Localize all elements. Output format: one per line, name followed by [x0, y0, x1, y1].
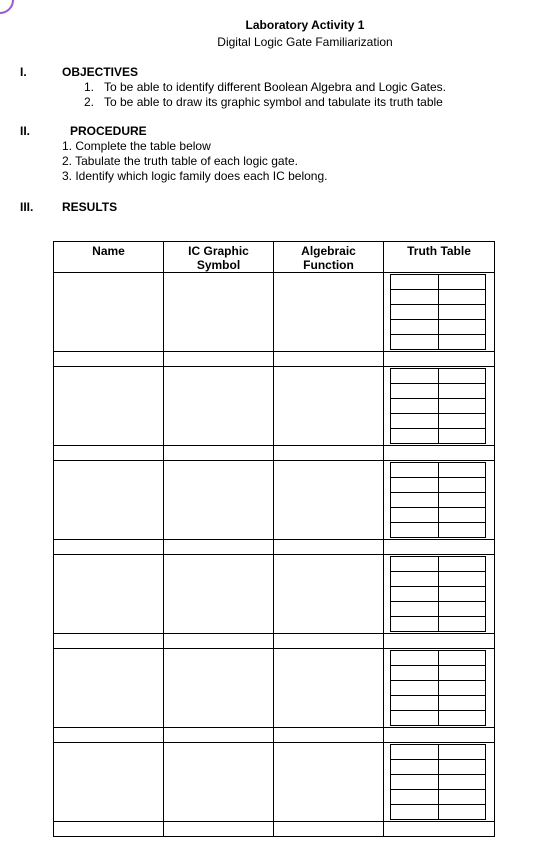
table-row	[54, 555, 495, 634]
function-cell[interactable]	[274, 555, 384, 634]
truth-table-entry[interactable]	[391, 320, 439, 335]
truth-table-entry[interactable]	[438, 696, 486, 711]
procedure-item: 3. Identify which logic family does each IC belong.	[62, 169, 328, 183]
table-body	[54, 273, 495, 837]
truth-table-grid	[390, 650, 486, 726]
truth-table-row	[391, 399, 486, 414]
truth-table-entry[interactable]	[438, 711, 486, 726]
truth-table-entry[interactable]	[391, 275, 439, 290]
truth-table-cell[interactable]	[384, 743, 495, 822]
spacer-cell	[274, 446, 384, 461]
name-cell[interactable]	[54, 367, 164, 446]
truth-table-entry[interactable]	[438, 493, 486, 508]
truth-table-row	[391, 805, 486, 820]
truth-table-row	[391, 651, 486, 666]
header-row	[54, 242, 495, 273]
spacer-cell	[274, 352, 384, 367]
symbol-cell[interactable]	[164, 555, 274, 634]
truth-table-cell[interactable]	[384, 461, 495, 540]
truth-table-row	[391, 429, 486, 444]
results-number: III.	[20, 200, 34, 214]
truth-table-row	[391, 463, 486, 478]
symbol-cell[interactable]	[164, 743, 274, 822]
name-cell[interactable]	[54, 461, 164, 540]
truth-table-entry[interactable]	[391, 508, 439, 523]
truth-table-entry[interactable]	[438, 290, 486, 305]
spacer-cell	[274, 822, 384, 837]
symbol-cell[interactable]	[164, 649, 274, 728]
truth-table-row	[391, 587, 486, 602]
spacer-cell	[274, 540, 384, 555]
truth-table-entry[interactable]	[391, 305, 439, 320]
truth-table-row	[391, 335, 486, 350]
truth-table-entry[interactable]	[438, 523, 486, 538]
truth-table-row	[391, 414, 486, 429]
truth-table-entry[interactable]	[391, 414, 439, 429]
truth-table-row	[391, 745, 486, 760]
truth-table-entry[interactable]	[391, 369, 439, 384]
truth-table-entry[interactable]	[438, 587, 486, 602]
name-cell[interactable]	[54, 649, 164, 728]
symbol-cell[interactable]	[164, 273, 274, 352]
truth-table-entry[interactable]	[438, 805, 486, 820]
spacer-cell	[164, 728, 274, 743]
truth-table-entry[interactable]	[438, 745, 486, 760]
results-table	[53, 241, 495, 837]
truth-table-entry[interactable]	[438, 666, 486, 681]
truth-table-row	[391, 666, 486, 681]
truth-table-entry[interactable]	[391, 666, 439, 681]
spacer-cell	[384, 728, 495, 743]
truth-table-cell[interactable]	[384, 367, 495, 446]
truth-table-row	[391, 696, 486, 711]
objective-item	[84, 95, 443, 109]
function-cell[interactable]	[274, 461, 384, 540]
table-row	[54, 367, 495, 446]
symbol-cell[interactable]	[164, 461, 274, 540]
truth-table-entry[interactable]	[438, 681, 486, 696]
truth-table-entry[interactable]	[391, 790, 439, 805]
truth-table-row	[391, 617, 486, 632]
truth-table-grid	[390, 462, 486, 538]
truth-table-entry[interactable]	[391, 696, 439, 711]
truth-table-grid	[390, 744, 486, 820]
table-spacer-row	[54, 540, 495, 555]
truth-table-entry[interactable]	[438, 384, 486, 399]
spacer-cell	[54, 822, 164, 837]
results-heading: RESULTS	[62, 200, 118, 214]
truth-table-entry[interactable]	[391, 775, 439, 790]
spacer-cell	[384, 540, 495, 555]
truth-table-entry[interactable]	[438, 320, 486, 335]
table-spacer-row	[54, 822, 495, 837]
truth-table-row	[391, 478, 486, 493]
table-row	[54, 461, 495, 540]
truth-table-entry[interactable]	[438, 305, 486, 320]
truth-table-row	[391, 711, 486, 726]
truth-table-entry[interactable]	[438, 508, 486, 523]
truth-table-entry[interactable]	[391, 463, 439, 478]
spacer-cell	[164, 540, 274, 555]
truth-table-row	[391, 384, 486, 399]
truth-table-entry[interactable]	[391, 335, 439, 350]
name-cell[interactable]	[54, 555, 164, 634]
truth-table-row	[391, 290, 486, 305]
table-row	[54, 743, 495, 822]
truth-table-entry[interactable]	[438, 275, 486, 290]
truth-table-entry[interactable]	[438, 775, 486, 790]
truth-table-entry[interactable]	[391, 572, 439, 587]
truth-table-entry[interactable]	[391, 587, 439, 602]
objective-item	[84, 80, 446, 94]
procedure-item: 2. Tabulate the truth table of each logic gate.	[62, 154, 298, 168]
function-cell[interactable]	[274, 649, 384, 728]
truth-table-entry[interactable]	[391, 711, 439, 726]
truth-table-row	[391, 557, 486, 572]
truth-table-entry[interactable]	[391, 523, 439, 538]
spacer-cell	[384, 352, 495, 367]
truth-table-grid	[390, 556, 486, 632]
truth-table-row	[391, 275, 486, 290]
truth-table-entry[interactable]	[438, 651, 486, 666]
header-function-line2: Function	[303, 258, 354, 272]
header-truth	[384, 242, 495, 273]
name-cell[interactable]	[54, 743, 164, 822]
truth-table-entry[interactable]	[391, 399, 439, 414]
truth-table-entry[interactable]	[438, 429, 486, 444]
truth-table-entry[interactable]	[438, 478, 486, 493]
procedure-number: II.	[20, 124, 31, 138]
truth-table-row	[391, 523, 486, 538]
spacer-cell	[164, 446, 274, 461]
truth-table-entry[interactable]	[438, 557, 486, 572]
spacer-cell	[54, 634, 164, 649]
spacer-cell	[384, 446, 495, 461]
truth-table-grid	[390, 274, 486, 350]
objective-text: To be able to identify different Boolean Algebra and Logic Gates.	[104, 80, 447, 94]
truth-table-entry[interactable]	[391, 760, 439, 775]
spacer-cell	[164, 634, 274, 649]
truth-table-row	[391, 320, 486, 335]
truth-table-entry[interactable]	[438, 602, 486, 617]
truth-table-entry[interactable]	[438, 790, 486, 805]
truth-table-entry[interactable]	[438, 414, 486, 429]
truth-table-entry[interactable]	[391, 602, 439, 617]
function-cell[interactable]	[274, 367, 384, 446]
truth-table-entry[interactable]	[438, 369, 486, 384]
spacer-cell	[384, 822, 495, 837]
truth-table-entry[interactable]	[391, 384, 439, 399]
function-cell[interactable]	[274, 273, 384, 352]
truth-table-cell[interactable]	[384, 273, 495, 352]
table-spacer-row	[54, 728, 495, 743]
function-cell[interactable]	[274, 743, 384, 822]
truth-table-cell[interactable]	[384, 555, 495, 634]
corner-mark	[0, 0, 14, 14]
truth-table-entry[interactable]	[391, 557, 439, 572]
table-spacer-row	[54, 352, 495, 367]
page-title: Laboratory Activity 1	[245, 18, 365, 32]
table-row	[54, 273, 495, 352]
truth-table-entry[interactable]	[438, 335, 486, 350]
truth-table-row	[391, 681, 486, 696]
truth-table-row	[391, 572, 486, 587]
truth-table-row	[391, 305, 486, 320]
procedure-heading: PROCEDURE	[70, 124, 147, 138]
header-function	[274, 242, 384, 273]
objectives-number: I.	[20, 65, 27, 79]
truth-table-entry[interactable]	[391, 429, 439, 444]
truth-table-grid	[390, 368, 486, 444]
spacer-cell	[54, 540, 164, 555]
objective-number: 2.	[84, 95, 95, 109]
truth-table-entry[interactable]	[438, 399, 486, 414]
header-symbol-line1: IC Graphic	[188, 244, 249, 258]
spacer-cell	[164, 352, 274, 367]
spacer-cell	[54, 352, 164, 367]
truth-table-row	[391, 369, 486, 384]
truth-table-entry[interactable]	[391, 681, 439, 696]
truth-table-entry[interactable]	[391, 478, 439, 493]
objective-number: 1.	[84, 80, 95, 94]
spacer-cell	[164, 822, 274, 837]
objectives-heading: OBJECTIVES	[62, 65, 139, 79]
truth-table-entry[interactable]	[391, 805, 439, 820]
truth-table-cell[interactable]	[384, 649, 495, 728]
symbol-cell[interactable]	[164, 367, 274, 446]
truth-table-row	[391, 602, 486, 617]
truth-table-row	[391, 760, 486, 775]
header-symbol	[164, 242, 274, 273]
header-function-line1: Algebraic	[301, 244, 356, 258]
spacer-cell	[274, 634, 384, 649]
spacer-cell	[274, 728, 384, 743]
header-symbol-line2: Symbol	[196, 258, 241, 272]
truth-table-row	[391, 508, 486, 523]
truth-table-entry[interactable]	[438, 572, 486, 587]
header-truth-label: Truth Table	[407, 244, 471, 258]
truth-table-entry[interactable]	[391, 290, 439, 305]
truth-table-row	[391, 775, 486, 790]
truth-table-entry[interactable]	[391, 651, 439, 666]
truth-table-entry[interactable]	[391, 493, 439, 508]
truth-table-row	[391, 493, 486, 508]
procedure-item: 1. Complete the table below	[62, 139, 211, 153]
truth-table-entry[interactable]	[391, 745, 439, 760]
table-spacer-row	[54, 634, 495, 649]
truth-table-row	[391, 790, 486, 805]
header-name	[54, 242, 164, 273]
spacer-cell	[54, 446, 164, 461]
page-subtitle: Digital Logic Gate Familiarization	[217, 35, 393, 49]
spacer-cell	[384, 634, 495, 649]
table-row	[54, 649, 495, 728]
truth-table-entry[interactable]	[391, 617, 439, 632]
name-cell[interactable]	[54, 273, 164, 352]
truth-table-entry[interactable]	[438, 463, 486, 478]
table-spacer-row	[54, 446, 495, 461]
truth-table-entry[interactable]	[438, 760, 486, 775]
objective-text: To be able to draw its graphic symbol and tabulate its truth table	[104, 95, 443, 109]
truth-table-entry[interactable]	[438, 617, 486, 632]
spacer-cell	[54, 728, 164, 743]
header-name-label: Name	[92, 244, 125, 258]
